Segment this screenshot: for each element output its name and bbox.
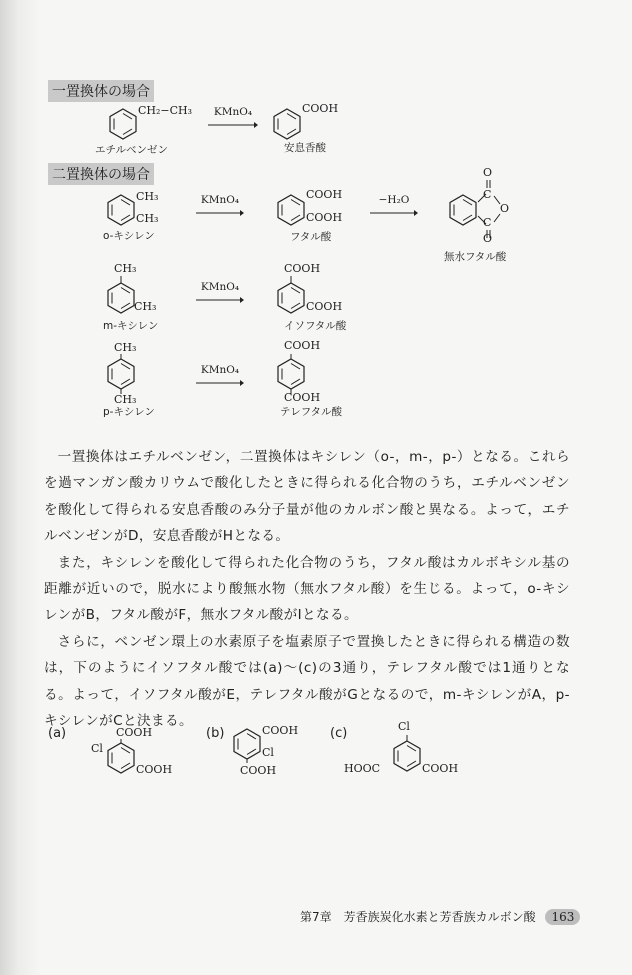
reagent-kmno4-para: KMnO₄ — [200, 364, 240, 376]
caption-p-xylene: p-キシレン — [103, 406, 155, 418]
isomer-label-a: (a) — [48, 726, 67, 741]
caption-phthalic: フタル酸 — [290, 231, 332, 243]
anhydride-c-bottom: C — [483, 216, 492, 229]
terephthalic-cooh-1: COOH — [284, 339, 321, 352]
caption-m-xylene: m-キシレン — [103, 320, 159, 332]
benzene-ring-benzoic — [272, 108, 302, 140]
phthalic-cooh-2: COOH — [306, 211, 343, 224]
benzene-ring-isophthalic — [276, 282, 306, 314]
isomer-b-cooh-top: COOH — [262, 724, 299, 737]
phthalic-cooh-1: COOH — [306, 188, 343, 201]
o-xylene-ch3-1: CH₃ — [136, 190, 159, 203]
benzene-ring-o-xylene — [106, 194, 136, 226]
caption-terephthalic: テレフタル酸 — [280, 406, 343, 418]
p-xylene-ch3-1: CH₃ — [114, 341, 137, 354]
section-label-mono: 一置換体の場合 — [48, 80, 154, 102]
anhydride-c-top: C — [483, 188, 492, 201]
reagent-kmno4: KMnO₄ — [213, 106, 253, 118]
isomer-label-c: (c) — [330, 726, 348, 741]
caption-anhydride: 無水フタル酸 — [444, 251, 507, 263]
benzoic-cooh: COOH — [302, 102, 339, 115]
dehydration-label: −H₂O — [378, 194, 410, 206]
paragraph-3: さらに，ベンゼン環上の水素原子を塩素原子で置換したときに得られる構造の数は，下のようにイソフタル酸では(a)〜(c)の3通り，テレフタル酸では1通りとなる。よって，イソフタル酸がE，テレフタル酸がGとなるので，m-キシレンがA，p-キシレンがCと決まる。 — [44, 633, 570, 730]
paragraph-2: また，キシレンを酸化して得られた化合物のうち，フタル酸はカルボキシル基の距離が近いので，脱水により酸無水物（無水フタル酸）を生じる。よって，o-キシレンがB，フタル酸がF，無水フタル酸がIとなる。 — [44, 554, 570, 624]
caption-benzoic: 安息香酸 — [284, 142, 326, 154]
caption-ethylbenzene: エチルベンゼン — [95, 144, 168, 156]
section-label-di: 二置換体の場合 — [48, 163, 154, 185]
benzene-ring-terephthalic — [276, 358, 306, 392]
benzene-ring-isomer-b — [232, 728, 262, 760]
benzene-ring-m-xylene — [106, 282, 136, 314]
isomer-a-cooh-bottom: COOH — [136, 763, 173, 776]
page-footer — [300, 908, 580, 925]
paragraph-1: 一置換体はエチルベンゼン，二置換体はキシレン（o-，m-，p-）となる。これらを過マンガン酸カリウムで酸化したときに得られる化合物のうち，エチルベンゼンを酸化して得られる安息香酸のみ分子量が他のカルボン酸と異なる。よって，エチルベンゼンがD，安息香酸がHとなる。 — [44, 449, 570, 545]
anhydride-o-ring: O — [500, 202, 510, 215]
reagent-kmno4-ortho: KMnO₄ — [200, 194, 240, 206]
isophthalic-cooh-2: COOH — [306, 300, 343, 313]
benzene-ring-phthalic — [276, 194, 306, 226]
ethyl-substituent: CH₂−CH₃ — [138, 104, 193, 117]
isomer-label-b: (b) — [206, 726, 225, 741]
benzene-ring-isomer-c — [392, 740, 422, 772]
isomer-b-cl: Cl — [262, 746, 274, 759]
isomer-a-cl: Cl — [91, 742, 103, 755]
benzene-ring-isomer-a — [106, 742, 136, 774]
isomer-c-cooh: COOH — [422, 762, 459, 775]
isomer-a-cooh-top: COOH — [116, 726, 153, 739]
isomer-c-cl: Cl — [398, 720, 410, 733]
m-xylene-ch3-2: CH₃ — [134, 300, 157, 313]
isomer-b-cooh-bottom: COOH — [240, 764, 277, 777]
isophthalic-cooh-1: COOH — [284, 262, 321, 275]
benzene-ring-ethylbenzene — [108, 108, 138, 140]
terephthalic-cooh-2: COOH — [284, 391, 321, 404]
anhydride-o-bottom: O — [483, 232, 493, 245]
caption-o-xylene: o-キシレン — [103, 230, 155, 242]
benzene-ring-p-xylene — [106, 358, 136, 392]
p-xylene-ch3-2: CH₃ — [114, 393, 137, 406]
isomer-c-hooc: HOOC — [344, 762, 381, 775]
anhydride-o-top: O — [483, 166, 493, 179]
m-xylene-ch3-1: CH₃ — [114, 262, 137, 275]
caption-isophthalic: イソフタル酸 — [284, 320, 347, 332]
reagent-kmno4-meta: KMnO₄ — [200, 281, 240, 293]
chapter-title: 第7章 芳香族炭化水素と芳香族カルボン酸 — [300, 910, 536, 924]
o-xylene-ch3-2: CH₃ — [136, 212, 159, 225]
page-number: 163 — [545, 909, 580, 925]
explanation-text — [44, 444, 570, 734]
